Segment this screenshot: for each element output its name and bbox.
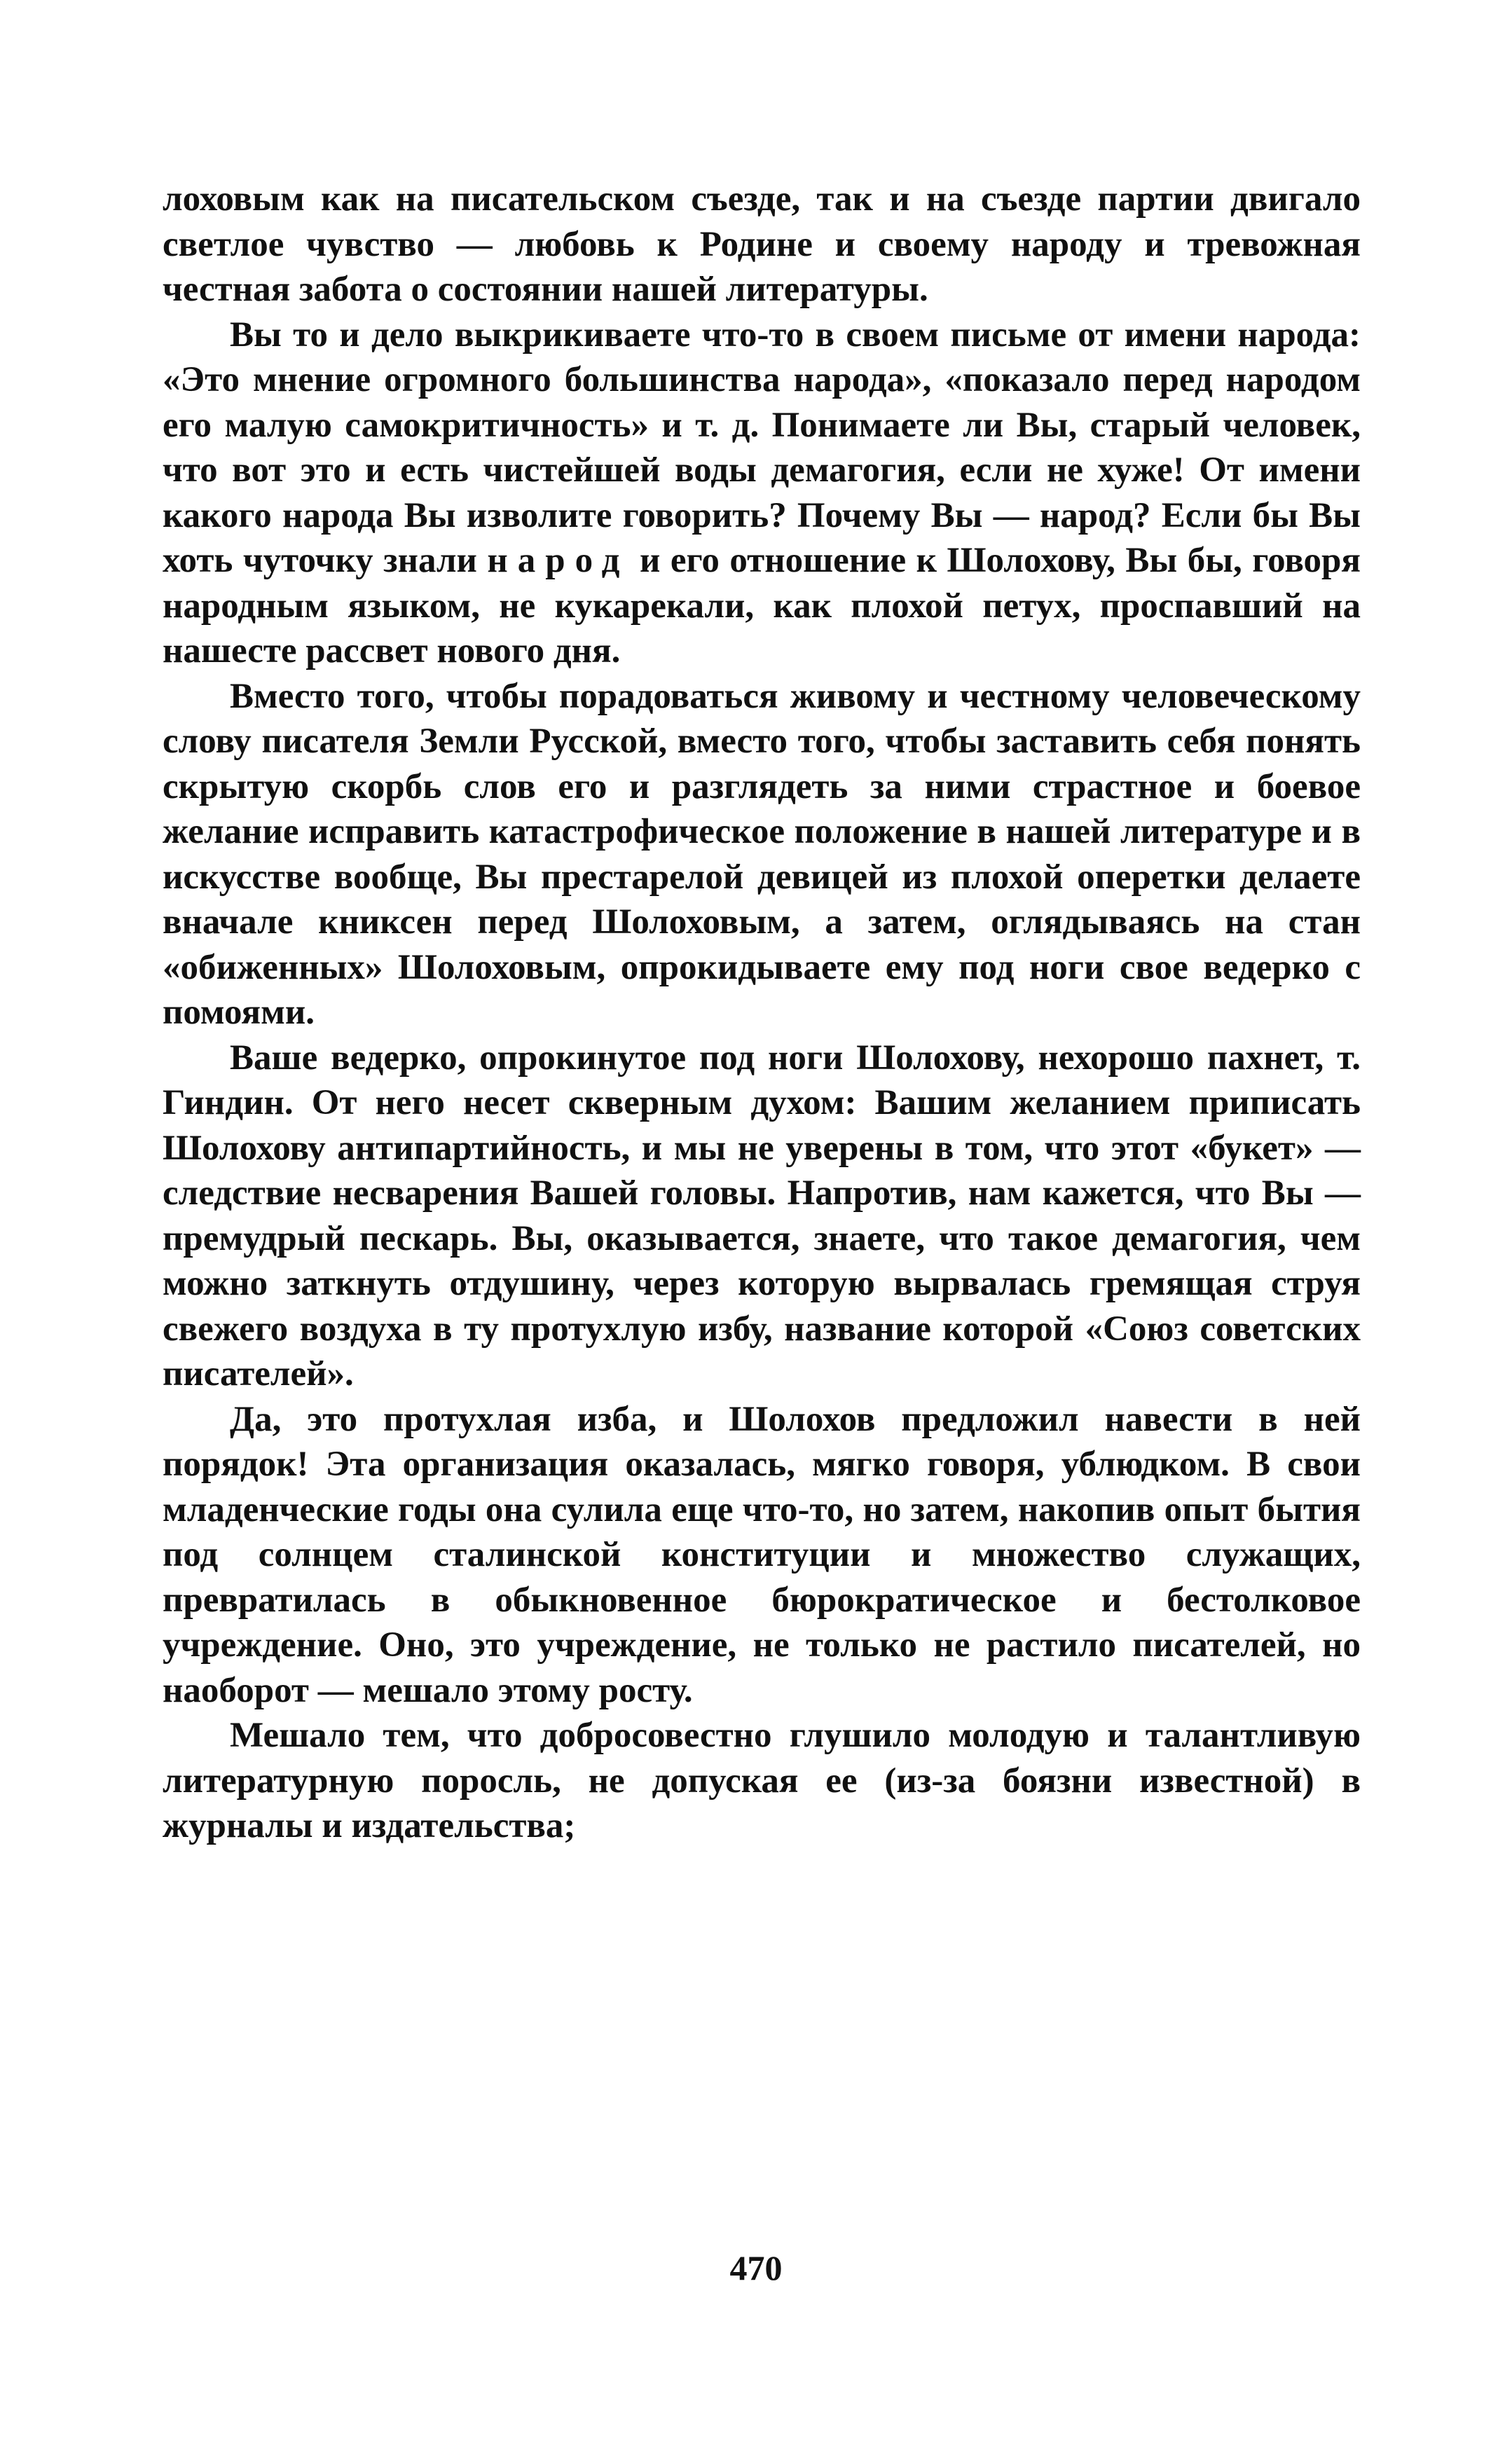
paragraph-hindered: Мешало тем, что добросовестно глушило молодую и талантливую литературную поросль, не допуская ее (из-за боязни известной) в журналы и издательства;: [163, 1716, 1361, 1845]
emphasized-word-people: народ: [487, 541, 630, 580]
paragraph-people-part1: Вы то и дело выкрикиваете что-то в своем письме от имени народа: «Это мнение огромного большинства народа», «показало перед народом его малую самокритичность» и т. д. Понимаете ли Вы, старый человек, что вот это и есть чистейшей воды демагогия, если не хуже! От имени какого народа Вы изволите говорить? Почему Вы — народ? Если бы Вы хоть чуточку знали: [163, 315, 1361, 580]
paragraph-bucket: Ваше ведерко, опрокинутое под ноги Шолохову, нехорошо пахнет, т. Гиндин. От него несет скверным духом: Вашим желанием приписать Шолохову антипартийность, и мы не уверены в том, что этот «букет» — следствие несварения Вашей головы. Напротив, нам кажется, что Вы — премудрый пескарь. Вы, оказывается, знаете, что такое демагогия, чем можно заткнуть отдушину, через которую вырвалась гремящая струя свежего воздуха в ту протухлую избу, название которой «Союз советских писателей».: [163, 1038, 1361, 1393]
body-text: [163, 177, 1361, 1849]
paragraph-instead: Вместо того, чтобы порадоваться живому и честному человеческому слову писателя Земли Русской, вместо того, чтобы заставить себя понять скрытую скорбь слов его и разглядеть за ними страстное и боевое желание исправить катастрофическое положение в нашей литературе и в искусстве вообще, Вы престарелой девицей из плохой оперетки делаете вначале книксен перед Шолоховым, а затем, оглядываясь на стан «обиженных» Шолоховым, опрокидываете ему под ноги свое ведерко с помоями.: [163, 676, 1361, 1032]
page-number: 470: [729, 2248, 783, 2287]
paragraph-continuation: лоховым как на писательском съезде, так и на съезде партии двигало светлое чувство — любовь к Родине и своему народу и тревожная честная забота о состоянии нашей литературы.: [163, 179, 1361, 309]
paragraph-people-part2: и его отношение к Шолохову, Вы бы, говоря народным языком, не кукарекали, как плохой петух, проспавший на нашесте рассвет нового дня.: [163, 541, 1361, 670]
paragraph-hut: Да, это протухлая изба, и Шолохов предложил навести в ней порядок! Эта организация оказалась, мягко говоря, ублюдком. В свои младенческие годы она сулила еще что-то, но затем, накопив опыт бытия под солнцем сталинской конституции и множество служащих, превратилась в обыкновенное бюрократическое и бестолковое учреждение. Оно, это учреждение, не только не растило писателей, но наоборот — мешало этому росту.: [163, 1399, 1361, 1710]
paragraph-people: [163, 312, 1361, 674]
